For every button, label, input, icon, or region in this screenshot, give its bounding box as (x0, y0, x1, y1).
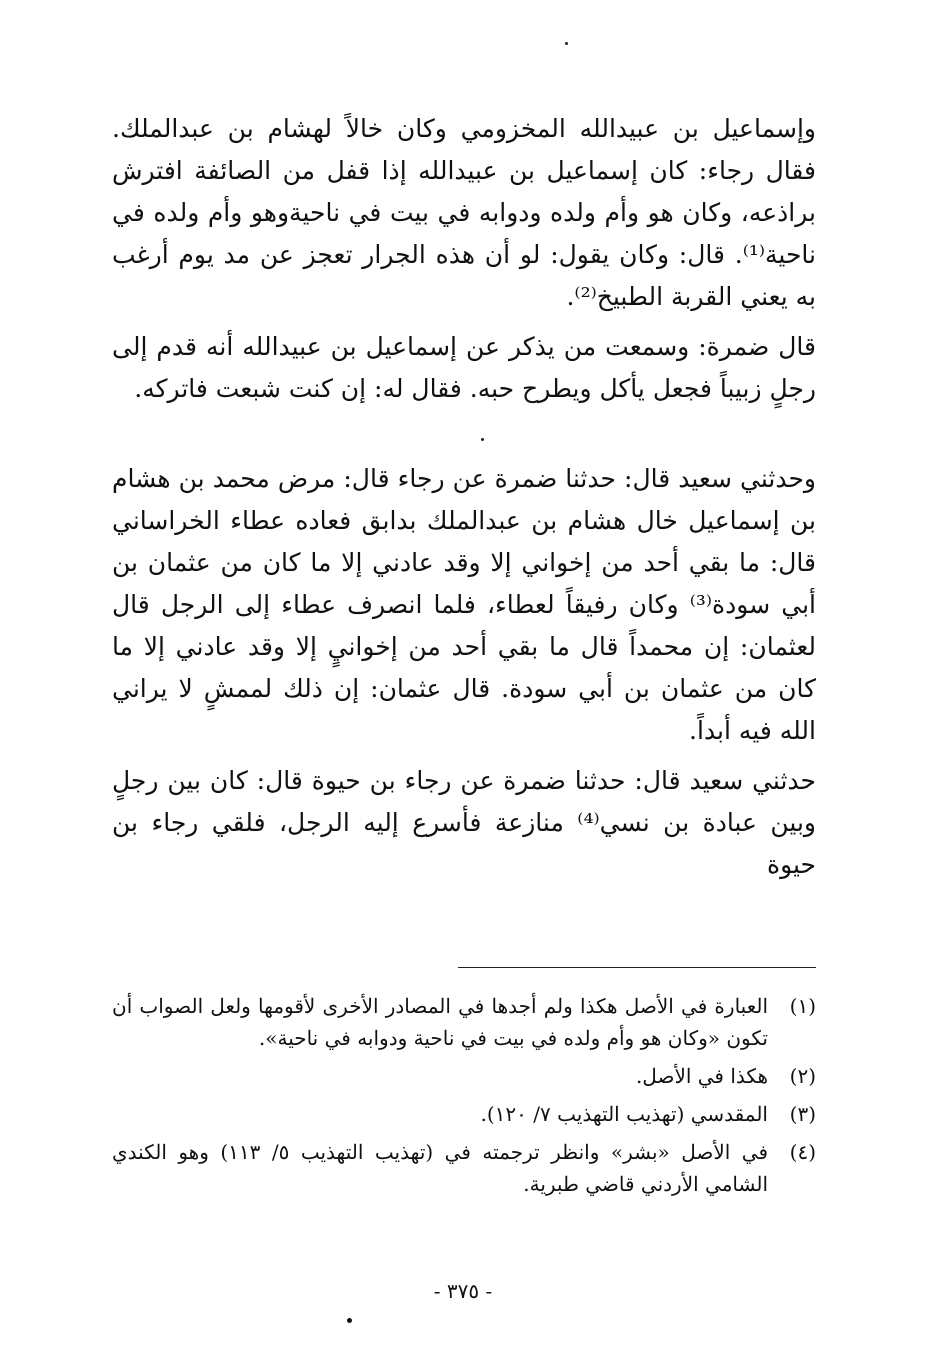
footnote-text: في الأصل «بشر» وانظر ترجمته في (تهذيب التهذيب ٥/ ١١٣) وهو الكندي الشامي الأردني قاضي طبرية. (112, 1140, 769, 1196)
footnote-2 (112, 1060, 816, 1092)
paragraph-4: حدثني سعيد قال: حدثنا ضمرة عن رجاء بن حيوة قال: كان بين رجلٍ وبين عبادة بن نسي⁽⁴⁾ منازعة فأسرع إليه الرجل، فلقي رجاء بن حيوة (112, 766, 816, 879)
footnote-number: (٤) (789, 1140, 816, 1164)
footnote-separator (458, 967, 816, 968)
footnote-number: (١) (789, 994, 816, 1018)
paragraph-1: وإسماعيل بن عبيدالله المخزومي وكان خالاً لهشام بن عبدالملك. فقال رجاء: كان إسماعيل بن عبيدالله إذا قفل من الصائفة افترش براذعه، وكان هو وأم ولده ودوابه في بيت في ناحيةوهو وأم ولده في ناحية⁽¹⁾. قال: وكان يقول: لو أن هذه الجرار تعجز عن مد يوم أرغب به يعني القربة الطبيخ⁽²⁾. (112, 114, 816, 311)
paragraph-2: قال ضمرة: وسمعت من يذكر عن إسماعيل بن عبيدالله أنه قدم إلى رجلٍ زبيباً فجعل يأكل ويطرح حبه. فقال له: إن كنت شبعت فاتركه. (112, 332, 816, 403)
scan-speck (565, 42, 568, 45)
footnote-text: المقدسي (تهذيب التهذيب ٧/ ١٢٠). (480, 1102, 768, 1126)
footnote-text: العبارة في الأصل هكذا ولم أجدها في المصادر الأخرى لأقومها ولعل الصواب أن تكون «وكان هو وأم ولده في بيت في ناحية ودوابه في ناحية». (112, 994, 768, 1050)
paragraph-3: وحدثني سعيد قال: حدثنا ضمرة عن رجاء قال: مرض محمد بن هشام بن إسماعيل خال هشام بن عبدالملك بدابق فعاده عطاء الخراساني قال: ما بقي أحد من إخواني إلا وقد عادني إلا ما كان من عثمان بن أبي سودة⁽³⁾ وكان رفيقاً لعطاء، فلما انصرف عطاء إلى الرجل قال لعثمان: إن محمداً قال ما بقي أحد من إخوانيٍ إلا وقد عادني إلا ما كان من عثمان بن أبي سودة. قال عثمان: إن ذلك لممشٍ لا يراني الله فيه أبداً. (112, 464, 816, 745)
scan-speck (347, 1318, 352, 1323)
footnote-number: (٢) (789, 1064, 816, 1088)
footnotes-section (112, 990, 816, 1206)
scan-speck (481, 438, 484, 441)
footnote-3 (112, 1098, 816, 1130)
page-number: - ٣٧٥ - (433, 1279, 493, 1303)
footnote-text: هكذا في الأصل. (635, 1064, 768, 1088)
footnote-number: (٣) (789, 1102, 816, 1126)
footnote-1 (112, 990, 816, 1054)
footnote-4 (112, 1136, 816, 1200)
